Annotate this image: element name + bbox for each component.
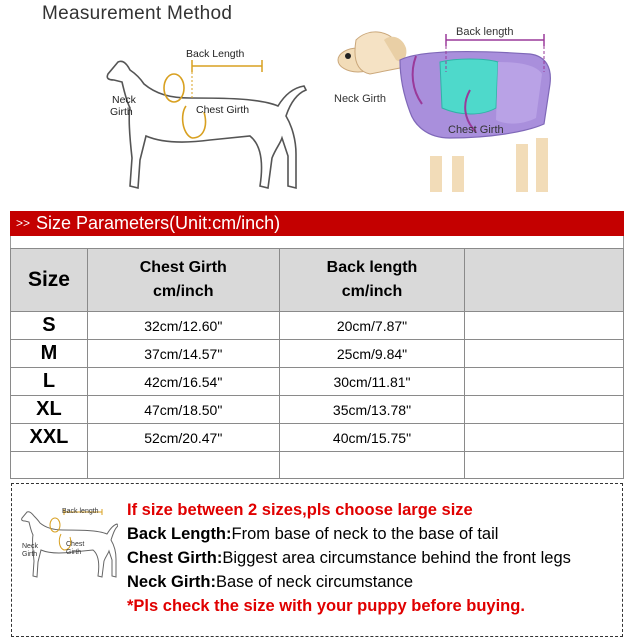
note-size-between: If size between 2 sizes,pls choose large size — [127, 501, 473, 519]
notes-text — [127, 498, 627, 618]
mini-chest-label-line2: Girth — [66, 549, 82, 556]
size-parameters-banner — [10, 211, 624, 236]
back-cell: 25cm/9.84" — [279, 340, 465, 368]
empty-cell — [279, 452, 465, 479]
photo-back-length-label: Back length — [456, 26, 514, 38]
photo-chest-girth-label: Chest Girth — [448, 124, 504, 136]
size-cell: XL — [11, 396, 88, 424]
header-back-line1: Back length — [326, 259, 418, 276]
table-row — [11, 424, 624, 452]
back-cell: 35cm/13.78" — [279, 396, 465, 424]
dog-photo-diagram — [330, 20, 580, 200]
note-chest-girth — [127, 546, 627, 570]
mini-chest-label-line1: Chest — [66, 541, 85, 548]
mini-neck-label-line2: Girth — [22, 551, 38, 558]
table-row — [11, 340, 624, 368]
size-cell: L — [11, 368, 88, 396]
photo-neck-girth-label: Neck Girth — [334, 93, 386, 105]
empty-cell — [465, 396, 624, 424]
size-table — [10, 248, 624, 479]
page-title: Measurement Method — [42, 3, 233, 24]
note-neck-girth — [127, 570, 627, 594]
double-chevron-icon: >> — [16, 216, 31, 230]
dog-outline-illustration — [100, 40, 315, 205]
back-cell: 40cm/15.75" — [279, 424, 465, 452]
note-neck-girth-label: Neck Girth: — [127, 573, 216, 591]
empty-cell — [465, 312, 624, 340]
neck-girth-label-line2: Girth — [110, 106, 133, 118]
note-back-length-label: Back Length: — [127, 525, 232, 543]
note-back-length-text: From base of neck to the base of tail — [231, 525, 499, 543]
back-length-label: Back Length — [186, 48, 245, 60]
banner-title: Size Parameters(Unit:cm/inch) — [36, 213, 281, 233]
note-chest-girth-label: Chest Girth: — [127, 549, 223, 567]
chest-cell: 52cm/20.47" — [87, 424, 279, 452]
mini-back-length-label: Back length — [62, 508, 99, 515]
empty-cell — [87, 452, 279, 479]
header-size: Size — [11, 249, 88, 312]
empty-cell — [465, 452, 624, 479]
table-header-row — [11, 249, 624, 312]
table-row — [11, 312, 624, 340]
measurement-diagram-left — [100, 40, 315, 205]
neck-girth-label-line1: Neck — [112, 94, 136, 106]
empty-cell — [465, 368, 624, 396]
header-empty-cell — [465, 249, 624, 312]
chest-cell: 47cm/18.50" — [87, 396, 279, 424]
size-cell: S — [11, 312, 88, 340]
chest-girth-label: Chest Girth — [196, 104, 250, 116]
size-cell: XXL — [11, 424, 88, 452]
table-row — [11, 368, 624, 396]
empty-cell — [465, 340, 624, 368]
header-back-length — [279, 249, 465, 312]
banner-spacer — [10, 236, 624, 248]
back-cell: 20cm/7.87" — [279, 312, 465, 340]
note-chest-girth-text: Biggest area circumstance behind the front legs — [222, 549, 571, 567]
table-row — [11, 396, 624, 424]
note-back-length — [127, 522, 627, 546]
empty-cell — [11, 452, 88, 479]
chest-cell: 32cm/12.60" — [87, 312, 279, 340]
chest-cell: 42cm/16.54" — [87, 368, 279, 396]
header-back-line2: cm/inch — [341, 283, 403, 300]
header-chest-line2: cm/inch — [153, 283, 214, 300]
header-chest-girth — [87, 249, 279, 312]
table-row-empty — [11, 452, 624, 479]
empty-cell — [465, 424, 624, 452]
chest-cell: 37cm/14.57" — [87, 340, 279, 368]
note-check-size: *Pls check the size with your puppy before buying. — [127, 597, 525, 615]
back-cell: 30cm/11.81" — [279, 368, 465, 396]
note-neck-girth-text: Base of neck circumstance — [215, 573, 414, 591]
header-chest-line1: Chest Girth — [139, 259, 227, 276]
dog-with-coat-illustration — [330, 20, 580, 200]
mini-neck-label-line1: Neck — [22, 543, 38, 550]
size-cell: M — [11, 340, 88, 368]
